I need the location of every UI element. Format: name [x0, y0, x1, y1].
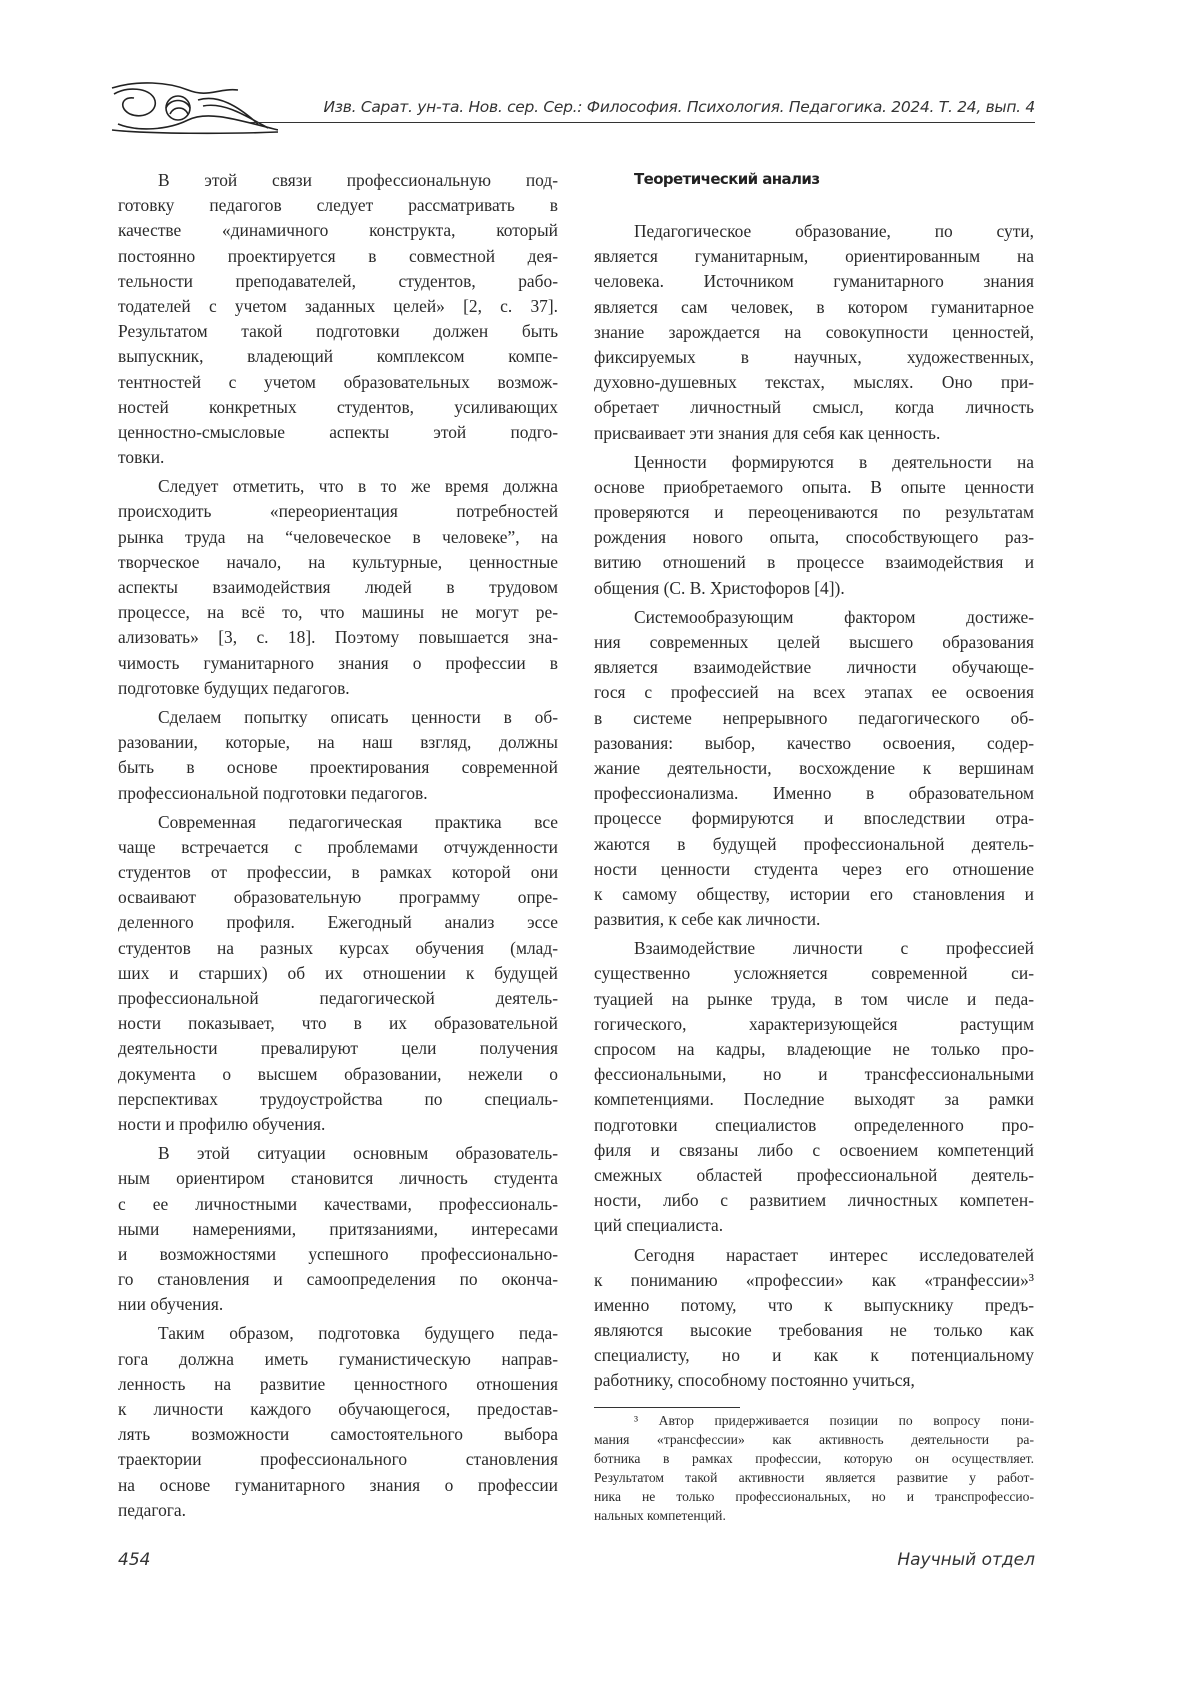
footnote-line: ³ Автор придерживается позиции по вопросу пони-: [594, 1411, 1034, 1430]
text-line: ния современных целей высшего образования: [594, 630, 1034, 655]
paragraph: [594, 605, 1034, 932]
text-line: творческое начало, на культурные, ценностные: [118, 550, 558, 575]
text-line: ности, либо с развитием личностных компетен-: [594, 1188, 1034, 1213]
text-line: Таким образом, подготовка будущего педа-: [118, 1321, 558, 1346]
header-rule: [250, 122, 1035, 123]
text-line: выпускник, владеющий комплексом компе-: [118, 344, 558, 369]
text-line: перспективах трудоустройства по специаль-: [118, 1087, 558, 1112]
text-line: ным ориентиром становится личность студента: [118, 1166, 558, 1191]
right-column: [594, 219, 1034, 1398]
text-line: спросом на кадры, владеющие не только про-: [594, 1037, 1034, 1062]
text-line: тодателей с учетом заданных целей» [2, с. 37].: [118, 294, 558, 319]
text-line: туацией на рынке труда, в том числе и педа-: [594, 987, 1034, 1012]
text-line: го становления и самоопределения по оконча-: [118, 1267, 558, 1292]
text-line: ности показывает, что в их образовательной: [118, 1011, 558, 1036]
text-line: рождения нового опыта, способствующего раз-: [594, 525, 1034, 550]
text-line: является сам человек, в котором гуманитарное: [594, 295, 1034, 320]
text-line: студентов от профессии, в рамках которой они: [118, 860, 558, 885]
left-column: [118, 168, 558, 1527]
text-line: Педагогическое образование, по сути,: [594, 219, 1034, 244]
text-line: В этой ситуации основным образователь-: [118, 1141, 558, 1166]
text-line: гося с профессией на всех этапах ее освоения: [594, 680, 1034, 705]
footnote-line: Результатом такой активности является развитие у работ-: [594, 1468, 1034, 1487]
text-line: готовку педагогов следует рассматривать в: [118, 193, 558, 218]
paragraph: [594, 1243, 1034, 1394]
paragraph: [118, 1141, 558, 1317]
footnote: [594, 1411, 1034, 1525]
text-line: на основе гуманитарного знания о профессии: [118, 1473, 558, 1498]
text-line: и возможностями успешного профессионально-: [118, 1242, 558, 1267]
text-line: к личности каждого обучающегося, предостав-: [118, 1397, 558, 1422]
text-line: духовно-душевных текстах, мыслях. Оно при-: [594, 370, 1034, 395]
text-line: товки.: [118, 445, 558, 470]
text-line: ленность на развитие ценностного отношения: [118, 1372, 558, 1397]
page-number: 454: [118, 1550, 150, 1570]
text-line: гога должна иметь гуманистическую направ-: [118, 1347, 558, 1372]
text-line: разования: выбор, качество освоения, содер-: [594, 731, 1034, 756]
text-line: фессиональными, но и трансфессиональными: [594, 1062, 1034, 1087]
text-line: Результатом такой подготовки должен быть: [118, 319, 558, 344]
text-line: проверяются и переоцениваются по результатам: [594, 500, 1034, 525]
text-line: человека. Источником гуманитарного знания: [594, 269, 1034, 294]
text-line: профессионализма. Именно в образовательном: [594, 781, 1034, 806]
journal-header: Изв. Сарат. ун-та. Нов. сер. Сер.: Философия. Психология. Педагогика. 2024. Т. 24, вып. 4: [324, 98, 1036, 116]
paragraph: [118, 705, 558, 806]
paragraph: [118, 474, 558, 701]
paragraph: [118, 1321, 558, 1523]
text-line: чаще встречается с проблемами отчужденности: [118, 835, 558, 860]
text-line: к самому обществу, истории его становления и: [594, 882, 1034, 907]
text-line: знание зарождается на совокупности ценностей,: [594, 320, 1034, 345]
text-line: чимость гуманитарного знания о профессии в: [118, 651, 558, 676]
text-line: в системе непрерывного педагогического об-: [594, 706, 1034, 731]
text-line: фиксируемых в научных, художественных,: [594, 345, 1034, 370]
text-line: Сделаем попытку описать ценности в об-: [118, 705, 558, 730]
text-line: ций специалиста.: [594, 1213, 1034, 1238]
text-line: ными намерениями, притязаниями, интересами: [118, 1217, 558, 1242]
text-line: общения (С. В. Христофоров [4]).: [594, 576, 1034, 601]
text-line: Сегодня нарастает интерес исследователей: [594, 1243, 1034, 1268]
text-line: профессиональной педагогической деятель-: [118, 986, 558, 1011]
paragraph: [118, 168, 558, 470]
text-line: работнику, способному постоянно учиться,: [594, 1368, 1034, 1393]
art-nouveau-ornament-icon: [108, 80, 278, 136]
text-line: быть в основе проектирования современной: [118, 755, 558, 780]
text-line: Системообразующим фактором достиже-: [594, 605, 1034, 630]
text-line: аспекты взаимодействия людей в трудовом: [118, 575, 558, 600]
text-line: к пониманию «профессии» как «транфессии»³: [594, 1268, 1034, 1293]
footnote-line: мания «трансфессии» как активность деятельности ра-: [594, 1430, 1034, 1449]
text-line: витию отношений в процессе взаимодействия и: [594, 550, 1034, 575]
text-line: основе приобретаемого опыта. В опыте ценности: [594, 475, 1034, 500]
text-line: тентностей с учетом образовательных возмож-: [118, 370, 558, 395]
footnote-rule: [594, 1407, 740, 1408]
text-line: обретает личностный смысл, когда личность: [594, 395, 1034, 420]
text-line: осваивают образовательную программу опре-: [118, 885, 558, 910]
text-line: Ценности формируются в деятельности на: [594, 450, 1034, 475]
text-line: разовании, которые, на наш взгляд, должны: [118, 730, 558, 755]
text-line: Следует отметить, что в то же время должна: [118, 474, 558, 499]
text-line: присваивает эти знания для себя как ценность.: [594, 421, 1034, 446]
text-line: деленного профиля. Ежегодный анализ эссе: [118, 910, 558, 935]
text-line: студентов на разных курсах обучения (млад-: [118, 936, 558, 961]
text-line: именно потому, что к выпускнику предъ-: [594, 1293, 1034, 1318]
paragraph: [118, 810, 558, 1137]
paragraph: [594, 450, 1034, 601]
text-line: нии обучения.: [118, 1292, 558, 1317]
text-line: развития, к себе как личности.: [594, 907, 1034, 932]
text-line: ностей конкретных студентов, усиливающих: [118, 395, 558, 420]
text-line: филя и связаны либо с освоением компетенций: [594, 1138, 1034, 1163]
text-line: специалисту, но и как к потенциальному: [594, 1343, 1034, 1368]
text-line: происходить «переориентация потребностей: [118, 499, 558, 524]
text-line: педагога.: [118, 1498, 558, 1523]
footnote-line: нальных компетенций.: [594, 1506, 1034, 1525]
text-line: ности ценности студента через его отношение: [594, 857, 1034, 882]
text-line: компетенциями. Последние выходят за рамки: [594, 1087, 1034, 1112]
paragraph: [594, 936, 1034, 1238]
text-line: подготовки специалистов определенного про-: [594, 1113, 1034, 1138]
footnote-line: ника не только профессиональных, но и транспрофессио-: [594, 1487, 1034, 1506]
text-line: деятельности превалируют цели получения: [118, 1036, 558, 1061]
text-line: профессиональной подготовки педагогов.: [118, 781, 558, 806]
text-line: жаются в будущей профессиональной деятель-: [594, 832, 1034, 857]
text-line: процессе, на всё то, что машины не могут ре-: [118, 600, 558, 625]
text-line: Современная педагогическая практика все: [118, 810, 558, 835]
paragraph: [594, 219, 1034, 446]
text-line: являются высокие требования не только как: [594, 1318, 1034, 1343]
text-line: рынка труда на “человеческое в человеке”, на: [118, 525, 558, 550]
text-line: качестве «динамичного конструкта, который: [118, 218, 558, 243]
section-name: Научный отдел: [897, 1550, 1035, 1570]
text-line: лять возможности самостоятельного выбора: [118, 1422, 558, 1447]
text-line: тельности преподавателей, студентов, рабо-: [118, 269, 558, 294]
text-line: жание деятельности, восхождение к вершинам: [594, 756, 1034, 781]
text-line: ценностно-смысловые аспекты этой подго-: [118, 420, 558, 445]
text-line: процессе формируются и впоследствии отра-: [594, 806, 1034, 831]
text-line: смежных областей профессиональной деятель-: [594, 1163, 1034, 1188]
text-line: траектории профессионального становления: [118, 1447, 558, 1472]
text-line: гогического, характеризующейся растущим: [594, 1012, 1034, 1037]
text-line: является гуманитарным, ориентированным на: [594, 244, 1034, 269]
text-line: с ее личностными качествами, профессиональ-: [118, 1192, 558, 1217]
text-line: документа о высшем образовании, нежели о: [118, 1062, 558, 1087]
text-line: В этой связи профессиональную под-: [118, 168, 558, 193]
text-line: ализовать» [3, с. 18]. Поэтому повышается зна-: [118, 625, 558, 650]
text-line: подготовке будущих педагогов.: [118, 676, 558, 701]
text-line: является взаимодействие личности обучающе-: [594, 655, 1034, 680]
text-line: постоянно проектируется в совместной дея-: [118, 244, 558, 269]
text-line: Взаимодействие личности с профессией: [594, 936, 1034, 961]
section-heading: Теоретический анализ: [634, 170, 819, 188]
text-line: ших и старших) об их отношении к будущей: [118, 961, 558, 986]
text-line: существенно усложняется современной си-: [594, 961, 1034, 986]
text-line: ности и профилю обучения.: [118, 1112, 558, 1137]
footnote-line: ботника в рамках профессии, которую он осуществляет.: [594, 1449, 1034, 1468]
